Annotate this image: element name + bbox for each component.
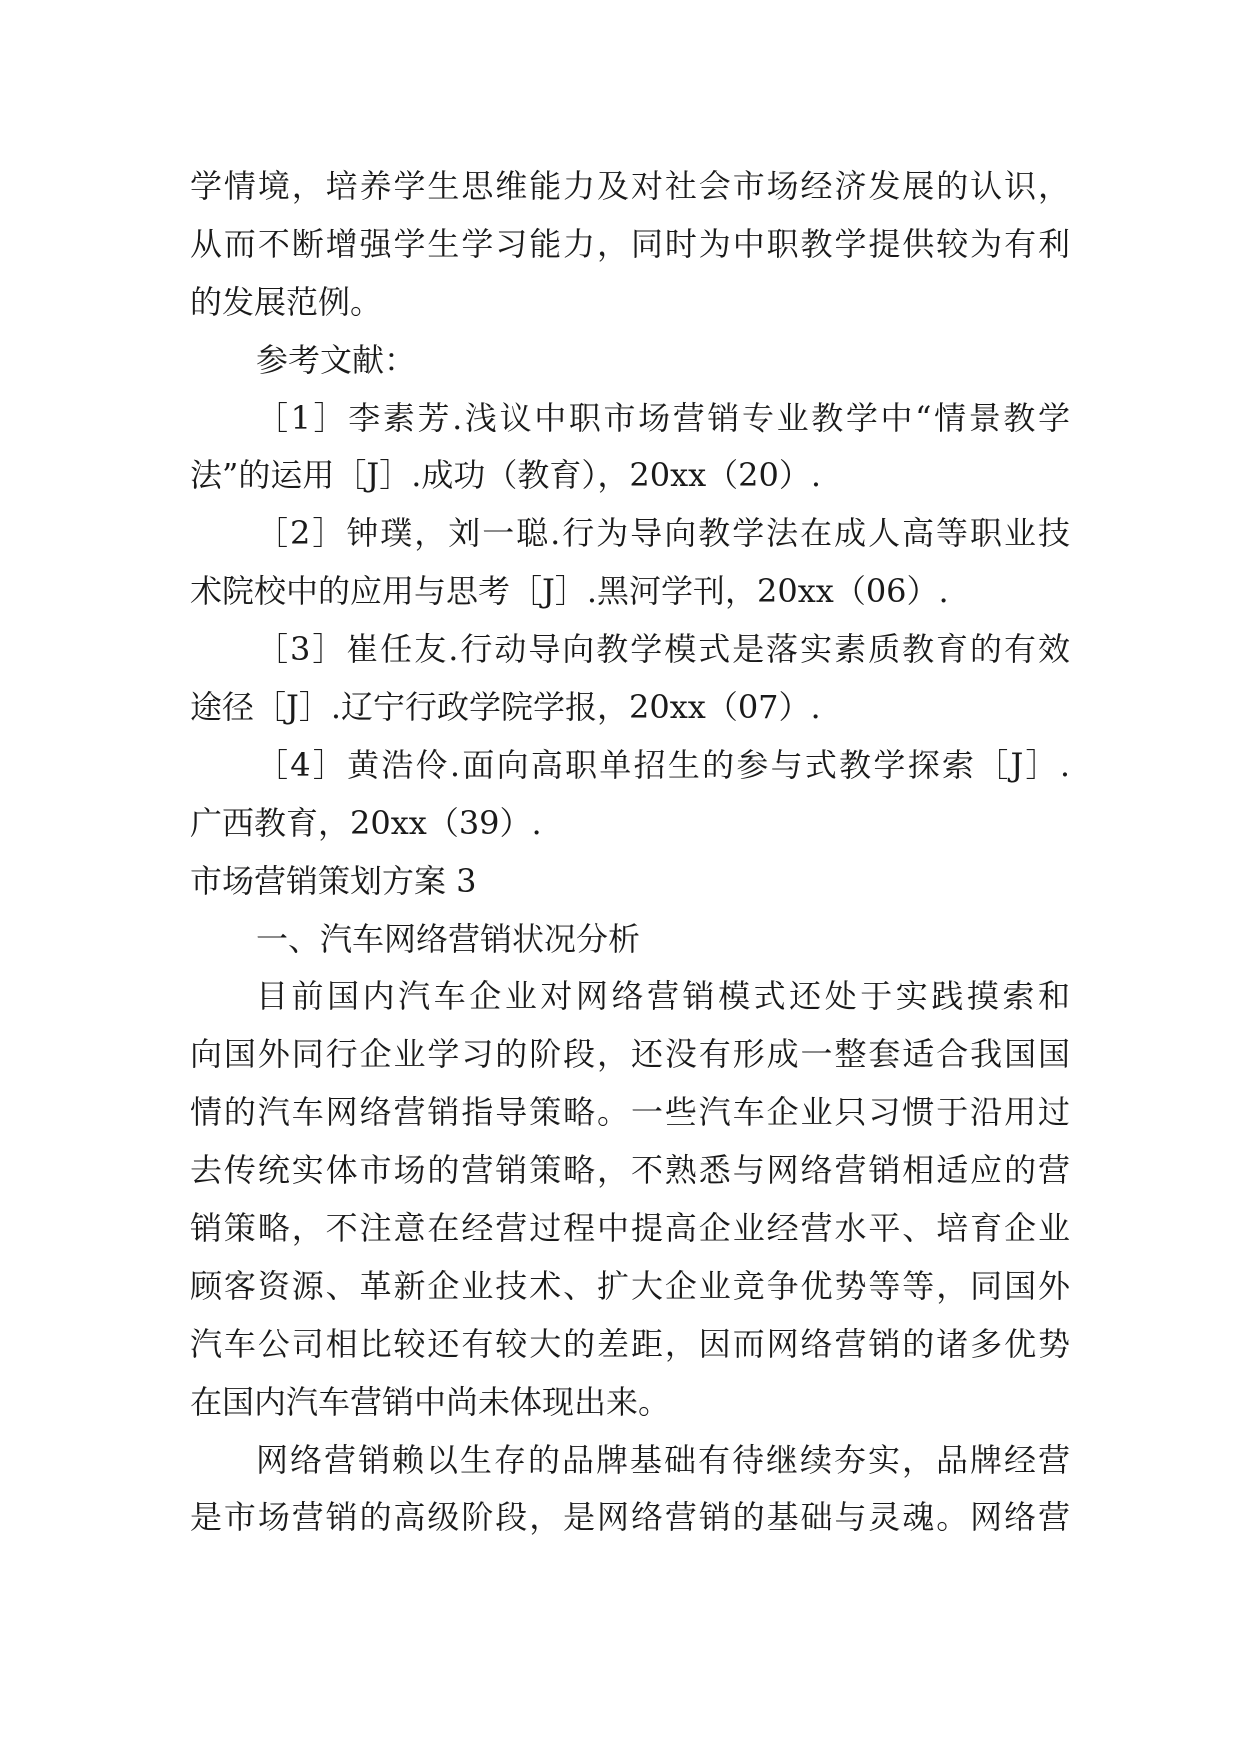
- paragraph-line: 情的汽车网络营销指导策略。一些汽车企业只习惯于沿用过: [190, 1093, 1070, 1132]
- reference-item-2-cont: 术院校中的应用与思考［J］.黑河学刊，20xx（06）.: [190, 572, 949, 611]
- paragraph-line: 在国内汽车营销中尚未体现出来。: [190, 1382, 671, 1421]
- paragraph-line: 去传统实体市场的营销策略，不熟悉与网络营销相适应的营: [190, 1151, 1070, 1190]
- paragraph-line: 目前国内汽车企业对网络营销模式还处于实践摸索和: [256, 977, 1070, 1016]
- paragraph-line: 汽车公司相比较还有较大的差距，因而网络营销的诸多优势: [190, 1324, 1070, 1363]
- subsection-title: 一、汽车网络营销状况分析: [256, 919, 641, 958]
- text-line: 的发展范例。: [190, 282, 383, 321]
- paragraph-line: 销策略，不注意在经营过程中提高企业经营水平、培育企业: [190, 1209, 1070, 1248]
- reference-item-2: ［2］钟璞，刘一聪.行为导向教学法在成人高等职业技: [256, 514, 1070, 553]
- reference-item-1: ［1］李素芳.浅议中职市场营销专业教学中“情景教学: [256, 398, 1070, 437]
- paragraph-line: 网络营销赖以生存的品牌基础有待继续夯实，品牌经营: [256, 1440, 1070, 1479]
- text-line: 学情境，培养学生思维能力及对社会市场经济发展的认识，: [190, 167, 1070, 205]
- references-heading: 参考文献：: [256, 340, 417, 379]
- text-line: 从而不断增强学生学习能力，同时为中职教学提供较为有利: [190, 224, 1070, 263]
- document-body: [190, 158, 1070, 1547]
- reference-item-1-cont: 法”的运用［J］.成功（教育），20xx（20）.: [190, 456, 822, 495]
- reference-item-3: ［3］崔任友.行动导向教学模式是落实素质教育的有效: [256, 630, 1070, 669]
- paragraph-line: 顾客资源、革新企业技术、扩大企业竞争优势等等，同国外: [190, 1266, 1070, 1305]
- paragraph-line: 向国外同行企业学习的阶段，还没有形成一整套适合我国国: [190, 1035, 1070, 1074]
- reference-item-3-cont: 途径［J］.辽宁行政学院学报，20xx（07）.: [190, 688, 821, 727]
- reference-item-4-cont: 广西教育，20xx（39）.: [190, 803, 542, 842]
- paragraph-line: 是市场营销的高级阶段，是网络营销的基础与灵魂。网络营: [190, 1498, 1070, 1537]
- section-title: 市场营销策划方案 3: [190, 861, 477, 900]
- reference-item-4: ［4］黄浩伶.面向高职单招生的参与式教学探索［J］.: [256, 745, 1070, 784]
